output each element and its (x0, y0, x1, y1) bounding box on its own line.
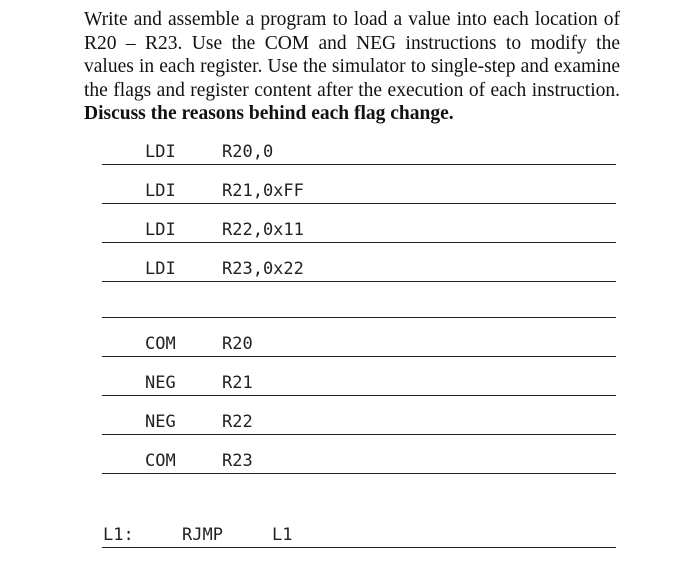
answer-line (102, 356, 616, 357)
instruction-operands: R22,0x11 (222, 220, 304, 240)
instruction-mnemonic: LDI (145, 142, 176, 162)
answer-line (102, 317, 616, 318)
instruction-operands: R21,0xFF (222, 181, 304, 201)
instruction-operands: R20 (222, 334, 253, 354)
instruction-operands: R23 (222, 451, 253, 471)
answer-line (102, 547, 616, 548)
answer-line (102, 242, 616, 243)
answer-line (102, 203, 616, 204)
loop-target: L1 (272, 525, 293, 545)
answer-line (102, 164, 616, 165)
instruction-mnemonic: NEG (145, 373, 176, 393)
question-text (84, 8, 620, 126)
answer-line (102, 281, 616, 282)
instruction-mnemonic: LDI (145, 181, 176, 201)
question-body: Write and assemble a program to load a value into each location of R20 – R23. Use the COM and NEG instructions to modify the values in each register. Use the simulator to single-step and examine the flags and register content after the execution of each instruction. (84, 9, 620, 101)
instruction-mnemonic: COM (145, 334, 176, 354)
instruction-mnemonic: LDI (145, 220, 176, 240)
instruction-mnemonic: LDI (145, 259, 176, 279)
answer-line (102, 434, 616, 435)
answer-line (102, 473, 616, 474)
instruction-operands: R22 (222, 412, 253, 432)
instruction-mnemonic: COM (145, 451, 176, 471)
loop-label: L1: (103, 525, 134, 545)
loop-mnemonic: RJMP (182, 525, 223, 545)
instruction-operands: R20,0 (222, 142, 274, 162)
question-emphasis: Discuss the reasons behind each flag change. (84, 103, 454, 124)
instruction-operands: R23,0x22 (222, 259, 304, 279)
answer-line (102, 395, 616, 396)
instruction-mnemonic: NEG (145, 412, 176, 432)
instruction-operands: R21 (222, 373, 253, 393)
